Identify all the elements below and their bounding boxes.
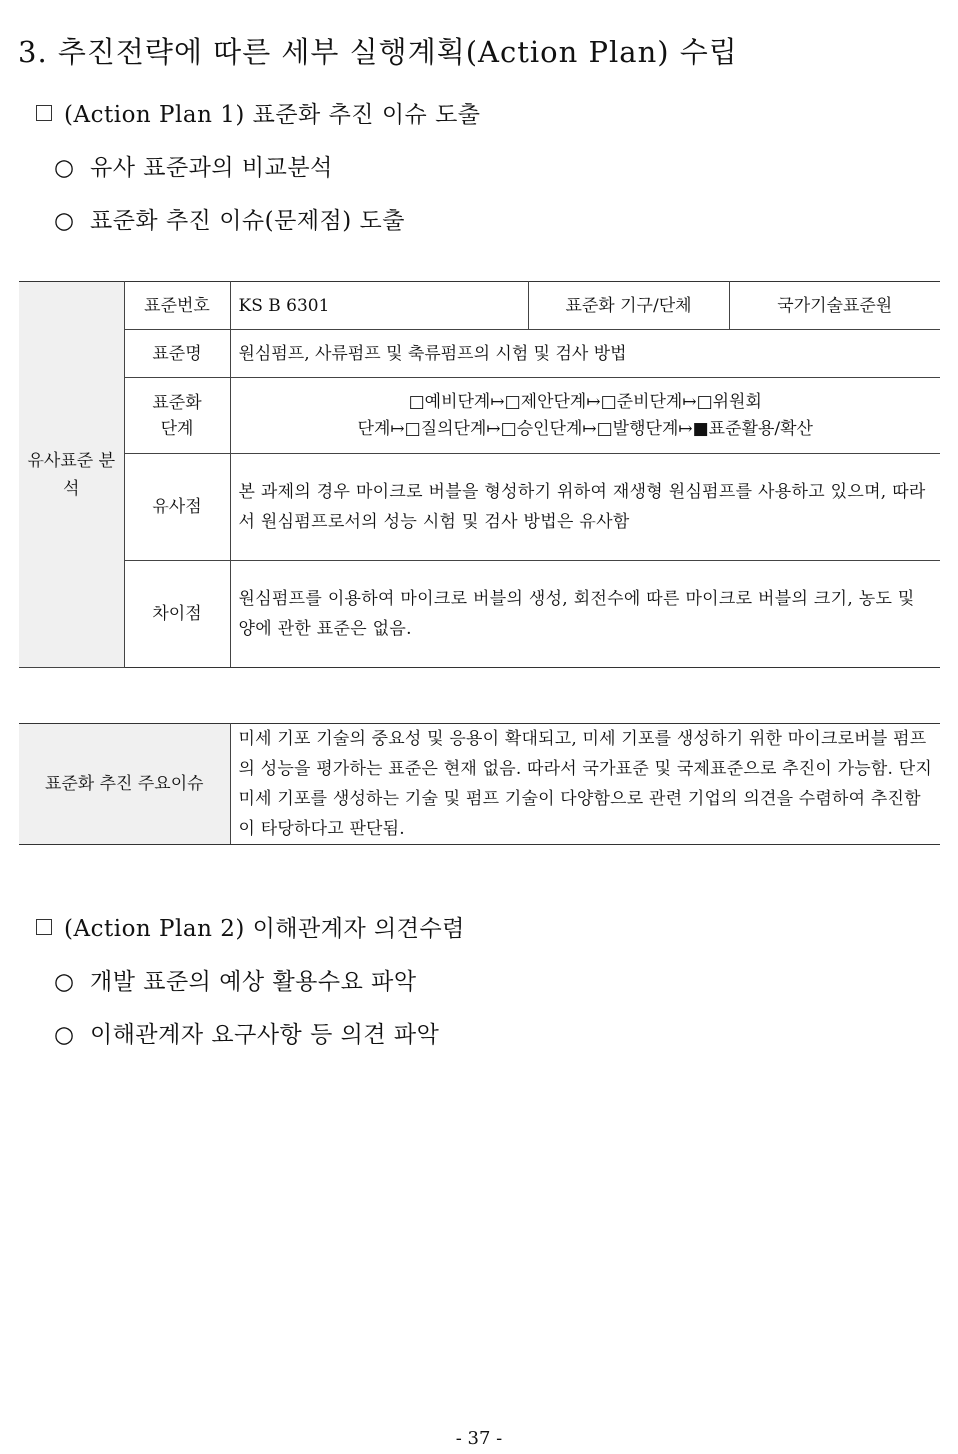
checkbox-square-icon <box>36 105 52 121</box>
list-item-text: 개발 표준의 예상 활용수요 파악 <box>90 969 417 995</box>
std-no-value: KS B 6301 <box>230 282 528 330</box>
list-item-text: 이해관계자 요구사항 등 의견 파악 <box>90 1022 440 1048</box>
org-label: 표준화 기구/단체 <box>528 282 729 330</box>
action-plan-2-title <box>36 910 465 943</box>
circle-bullet-icon: ○ <box>54 969 75 995</box>
org-value: 국가기술표준원 <box>729 282 940 330</box>
similar-label: 유사점 <box>124 454 230 561</box>
list-item <box>54 1016 439 1049</box>
stage-value <box>230 378 940 454</box>
diff-value: 원심펌프를 이용하여 마이크로 버블의 생성, 회전수에 따른 마이크로 버블의 크기, 농도 및 양에 관한 표준은 없음. <box>230 561 940 668</box>
list-item-text: 표준화 추진 이슈(문제점) 도출 <box>90 208 405 234</box>
stage-line-2: 단계↦□질의단계↦□승인단계↦□발행단계↦■표준활용/확산 <box>357 418 813 439</box>
circle-bullet-icon: ○ <box>54 1022 75 1048</box>
action-plan-2-label: (Action Plan 2) 이해관계자 의견수렴 <box>64 916 465 942</box>
std-name-label: 표준명 <box>124 330 230 378</box>
action-plan-1-title <box>36 96 481 129</box>
stage-line-1: □예비단계↦□제안단계↦□준비단계↦□위원회 <box>408 391 762 412</box>
issue-label: 표준화 추진 주요이슈 <box>19 724 230 845</box>
std-no-label: 표준번호 <box>124 282 230 330</box>
circle-bullet-icon: ○ <box>54 208 75 234</box>
similar-standard-table <box>19 281 940 668</box>
section-heading: 3. 추진전략에 따른 세부 실행계획(Action Plan) 수립 <box>18 35 738 69</box>
list-item <box>54 963 417 996</box>
main-issue-table <box>19 723 940 845</box>
circle-bullet-icon: ○ <box>54 155 75 181</box>
issue-text: 미세 기포 기술의 중요성 및 응용이 확대되고, 미세 기포를 생성하기 위한 마이크로버블 펌프의 성능을 평가하는 표준은 현재 없음. 따라서 국가표준 및 국제표준으로 추진이 가능함. 단지 미세 기포를 생성하는 기술 및 펌프 기술이 다양함으로 관련 기업의 의견을 수렴하여 추진함이 타당하다고 판단됨. <box>230 724 940 845</box>
std-name-value: 원심펌프, 사류펌프 및 축류펌프의 시험 및 검사 방법 <box>230 330 940 378</box>
list-item <box>54 149 333 182</box>
checkbox-square-icon <box>36 919 52 935</box>
group-label: 유사표준 분석 <box>19 282 124 668</box>
page-number: - 37 - <box>455 1428 503 1449</box>
diff-label: 차이점 <box>124 561 230 668</box>
stage-label: 표준화 단계 <box>124 378 230 454</box>
list-item-text: 유사 표준과의 비교분석 <box>90 155 333 181</box>
list-item <box>54 202 405 235</box>
similar-value: 본 과제의 경우 마이크로 버블을 형성하기 위하여 재생형 원심펌프를 사용하고 있으며, 따라서 원심펌프로서의 성능 시험 및 검사 방법은 유사함 <box>230 454 940 561</box>
action-plan-1-label: (Action Plan 1) 표준화 추진 이슈 도출 <box>64 102 481 128</box>
